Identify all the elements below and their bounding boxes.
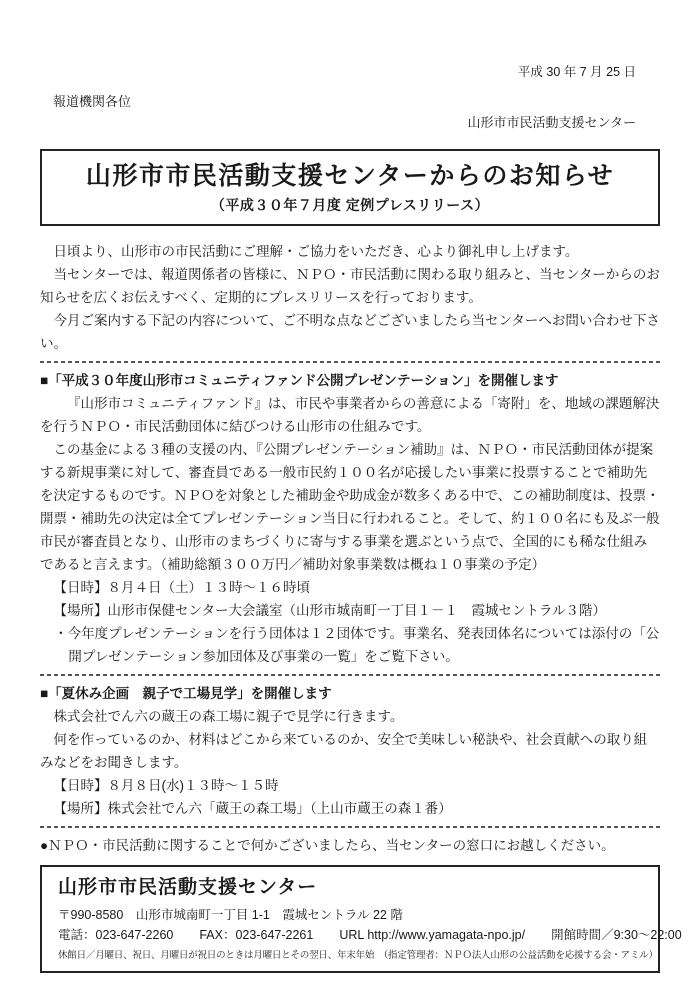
footer-fax: FAX：023-647-2261 — [199, 928, 314, 942]
dashed-separator — [40, 826, 660, 828]
dashed-separator — [40, 674, 660, 676]
notice-subtitle: （平成３０年７月度 定例プレスリリース） — [210, 197, 490, 213]
section-heading: ■「夏休み企画 親子で工場見学」を開催します — [40, 686, 332, 701]
intro-paragraph: 当センターでは、報道関係者の皆様に、ＮＰＯ・市民活動に関わる取り組みと、当センターからのお知らせを広くお伝えすべく、定期的にプレスリリースを行っております。 — [40, 267, 660, 305]
event-datetime: 【日時】８月８日(水)１３時～１５時 — [53, 778, 279, 793]
footer-tel: 電話：023-647-2260 — [58, 928, 174, 942]
section-community-fund — [40, 369, 660, 668]
sender-text: 山形市市民活動支援センター — [467, 115, 636, 130]
event-datetime: 【日時】８月４日（土）１３時～１６時頃 — [53, 580, 310, 595]
section-factory-tour — [40, 682, 660, 820]
footer-box — [40, 865, 682, 973]
intro-paragraph: 今月ご案内する下記の内容について、ご不明な点などございましたら当センターへお問い合わせ下さい。 — [40, 313, 660, 351]
notice-title: 山形市市民活動支援センターからのお知らせ — [85, 162, 615, 190]
dashed-separator — [40, 361, 660, 363]
section-paragraph: この基金による３種の支援の内、『公開プレゼンテーション補助』は、ＮＰＯ・市民活動団体が提案する新規事業に対して、審査員である一般市民約１００名が応援したい事業に投票することで補助先を決定するものです。ＮＰＯを対象とした補助金や助成金が数多くある中で、この補助制度は、投票・開票・補助先の決定は全てプレゼンテーション当日に行われること。そして、約１００名にも及ぶ一般市民が審査員となり、山形市のまちづくりに寄与する事業を選ぶという点で、全国的にも稀な仕組みであると言えます。（補助総額３００万円／補助対象事業数は概ね１０事業の予定） — [40, 442, 660, 572]
intro-paragraph: 日頃より、山形市の市民活動にご理解・ご協力をいただき、心より御礼申し上げます。 — [53, 244, 579, 259]
footer-contact-row — [58, 925, 682, 945]
section-paragraph: 『山形市コミュニティファンド』は、市民や事業者からの善意による「寄附」を、地域の課題解決を行うＮＰＯ・市民活動団体に結びつける山形市の仕組みです。 — [40, 396, 660, 434]
section-note: ・今年度プレゼンテーションを行う団体は１２団体です。事業名、発表団体名については添付の「公開プレゼンテーション参加団体及び事業の一覧」をご覧下さい。 — [54, 626, 660, 664]
footer-center-name: 山形市市民活動支援センター — [58, 877, 318, 898]
event-place: 【場所】山形市保健センター大会議室（山形市城南町一丁目１－１ 霞城セントラル３階） — [53, 603, 607, 618]
notice-title-box — [40, 149, 660, 226]
closing-note: ●ＮＰＯ・市民活動に関することで何かございましたら、当センターの窓口にお越しください。 — [40, 838, 615, 853]
section-paragraph: 株式会社でん六の蔵王の森工場に親子で見学に行きます。 — [53, 709, 404, 724]
date-text: 平成 30 年 7 月 25 日 — [517, 65, 636, 79]
event-place: 【場所】株式会社でん六「蔵王の森工場」（上山市蔵王の森１番） — [53, 801, 452, 816]
footer-url: URL http://www.yamagata-npo.jp/ — [339, 928, 526, 942]
intro-block — [40, 240, 660, 355]
addressee-text: 報道機関各位 — [53, 94, 132, 109]
section-heading: ■「平成３０年度山形市コミュニティファンド公開プレゼンテーション」を開催します — [40, 373, 559, 388]
footer-hours: 開館時間／9:30～22:00 — [551, 928, 682, 942]
footer-closed-days: 休館日／月曜日、祝日、月曜日が祝日のときは月曜日とその翌日、年末年始 （指定管理者：ＮＰＯ法人山形の公益活動を応援する会・アミル） — [58, 950, 658, 961]
section-paragraph: 何を作っているのか、材料はどこから来ているのか、安全で美味しい秘訣や、社会貢献への取り組みなどをお聞きします。 — [40, 732, 648, 770]
footer-address: 〒990-8580 山形市城南町一丁目 1-1 霞城セントラル 22 階 — [58, 908, 403, 922]
